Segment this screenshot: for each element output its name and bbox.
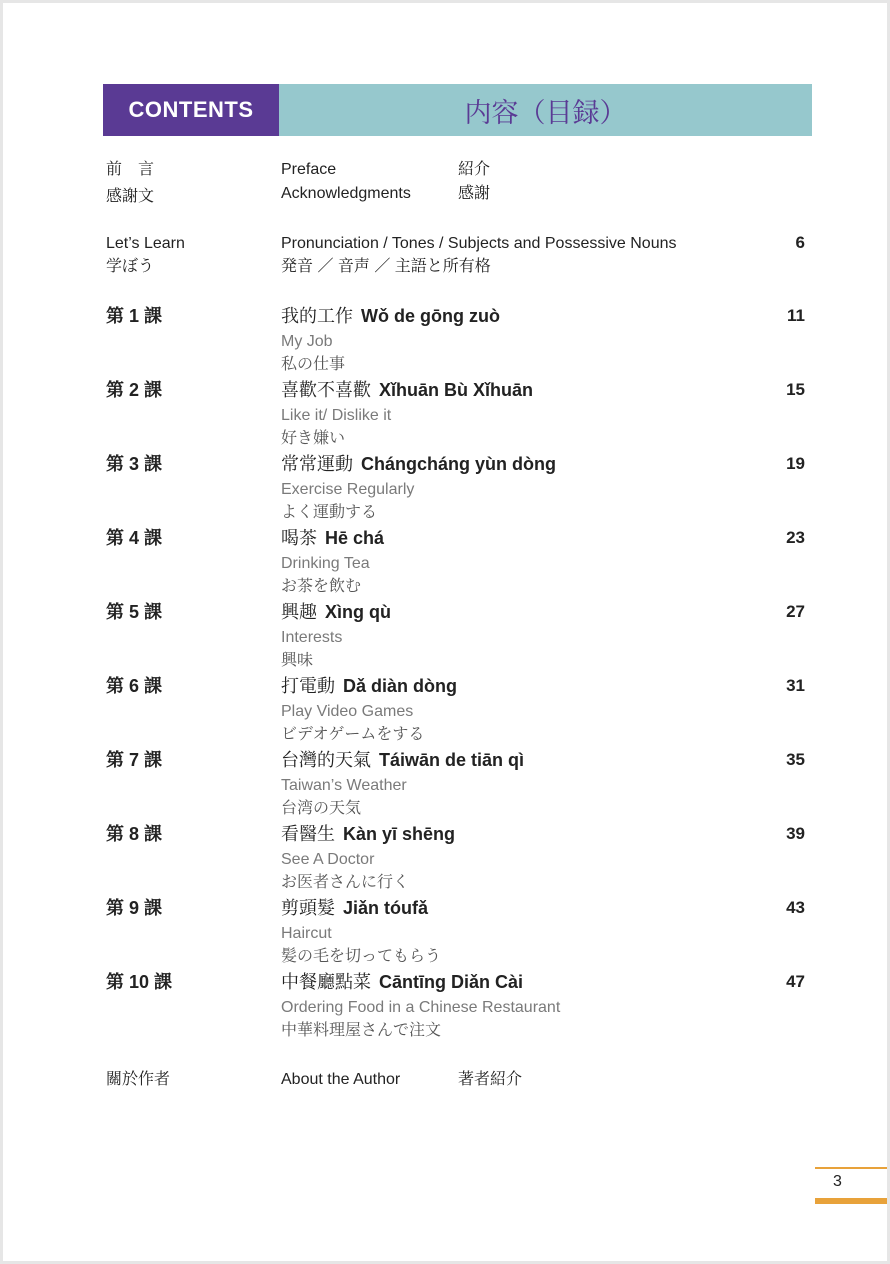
lesson-pinyin: Xìng qù [325, 602, 391, 622]
lesson-title [281, 305, 500, 327]
contents-label: CONTENTS [103, 84, 279, 136]
contents-header [103, 84, 812, 136]
lesson-japanese: 台湾の天気 [281, 800, 362, 817]
lesson-english: Play Video Games [281, 703, 414, 720]
lesson-japanese: 髪の毛を切ってもらう [281, 948, 442, 965]
lesson-label: 第 4 課 [106, 528, 163, 548]
ack-jp: 感謝 [458, 185, 491, 202]
lesson-page: 35 [786, 750, 805, 769]
page-number-rule-top [815, 1167, 887, 1169]
contents-title-chinese: 内容（目録） [279, 84, 812, 136]
preface-jp: 紹介 [458, 161, 491, 178]
preface-en: Preface [281, 161, 337, 178]
lesson-title [281, 897, 428, 919]
intro-label-en: Let’s Learn [106, 235, 185, 252]
lesson-english: Taiwan’s Weather [281, 777, 407, 794]
page-number-rule-bottom [815, 1198, 887, 1204]
intro-title-jp: 発音 ／ 音声 ／ 主語と所有格 [281, 258, 491, 275]
lesson-japanese: 私の仕事 [281, 356, 346, 373]
lesson-hanzi: 常常運動 [281, 454, 353, 474]
lesson-page: 47 [786, 972, 805, 991]
lesson-pinyin: Xǐhuān Bù Xǐhuān [379, 380, 534, 400]
lesson-label: 第 7 課 [106, 750, 163, 770]
lesson-hanzi: 中餐廳點菜 [281, 972, 371, 992]
lesson-pinyin: Dǎ diàn dòng [343, 676, 457, 696]
lesson-title [281, 823, 455, 845]
lesson-pinyin: Hē chá [325, 528, 385, 548]
lesson-label: 第 9 課 [106, 898, 163, 918]
lesson-pinyin: Kàn yī shēng [343, 824, 456, 844]
lesson-hanzi: 打電動 [281, 676, 335, 696]
lesson-page: 19 [786, 454, 805, 473]
lesson-title [281, 379, 533, 401]
intro-label-jp: 学ぼう [106, 258, 155, 275]
lesson-pinyin: Wǒ de gōng zuò [361, 306, 500, 326]
lesson-label: 第 10 課 [106, 972, 173, 992]
lesson-hanzi: 我的工作 [281, 306, 353, 326]
lesson-page: 15 [786, 380, 805, 399]
lesson-english: Haircut [281, 925, 332, 942]
lesson-japanese: お医者さんに行く [281, 874, 410, 891]
lesson-japanese: 興味 [281, 652, 314, 669]
lesson-page: 39 [786, 824, 805, 843]
lesson-japanese: ビデオゲームをする [281, 726, 425, 743]
lesson-page: 43 [786, 898, 805, 917]
about-author-jp: 著者紹介 [458, 1071, 523, 1088]
lesson-page: 31 [786, 676, 805, 695]
lesson-english: Ordering Food in a Chinese Restaurant [281, 999, 561, 1016]
lesson-hanzi: 興趣 [281, 602, 317, 622]
lesson-english: My Job [281, 333, 333, 350]
lesson-english: Like it/ Dislike it [281, 407, 392, 424]
lesson-title [281, 453, 556, 475]
lesson-title [281, 749, 524, 771]
lesson-pinyin: Jiǎn tóufǎ [343, 898, 429, 918]
lesson-hanzi: 剪頭髮 [281, 898, 335, 918]
about-author-en: About the Author [281, 1071, 401, 1088]
intro-page: 6 [795, 233, 805, 252]
ack-en: Acknowledgments [281, 185, 411, 202]
lesson-english: See A Doctor [281, 851, 375, 868]
ack-cn: 感謝文 [106, 188, 155, 205]
about-author-cn: 關於作者 [106, 1071, 171, 1088]
lesson-japanese: 中華料理屋さんで注文 [281, 1022, 442, 1039]
lesson-english: Exercise Regularly [281, 481, 415, 498]
lesson-label: 第 5 課 [106, 602, 163, 622]
lesson-label: 第 2 課 [106, 380, 163, 400]
lesson-pinyin: Chángcháng yùn dòng [361, 454, 556, 474]
lesson-hanzi: 台灣的天氣 [281, 750, 371, 770]
lesson-hanzi: 看醫生 [281, 824, 335, 844]
lesson-english: Interests [281, 629, 343, 646]
lesson-japanese: よく運動する [281, 504, 378, 521]
lesson-japanese: 好き嫌い [281, 430, 346, 447]
lesson-label: 第 3 課 [106, 454, 163, 474]
lesson-english: Drinking Tea [281, 555, 370, 572]
lesson-label: 第 6 課 [106, 676, 163, 696]
lesson-title [281, 601, 391, 623]
toc-page [3, 3, 887, 1261]
lesson-hanzi: 喝茶 [281, 528, 317, 548]
intro-title-en: Pronunciation / Tones / Subjects and Possessive Nouns [281, 235, 677, 252]
lesson-japanese: お茶を飲む [281, 578, 362, 595]
lesson-title [281, 971, 523, 993]
lesson-page: 11 [787, 306, 805, 325]
lesson-page: 23 [786, 528, 805, 547]
lesson-title [281, 675, 457, 697]
lesson-label: 第 1 課 [106, 306, 163, 326]
lesson-label: 第 8 課 [106, 824, 163, 844]
lesson-title [281, 527, 384, 549]
lesson-pinyin: Táiwān de tiān qì [379, 750, 525, 770]
page-number-box [815, 1167, 887, 1204]
preface-cn: 前 言 [106, 161, 155, 178]
lesson-hanzi: 喜歡不喜歡 [281, 380, 371, 400]
lesson-page: 27 [786, 602, 805, 621]
lesson-pinyin: Cāntīng Diǎn Cài [379, 972, 524, 992]
page-number: 3 [833, 1173, 842, 1190]
